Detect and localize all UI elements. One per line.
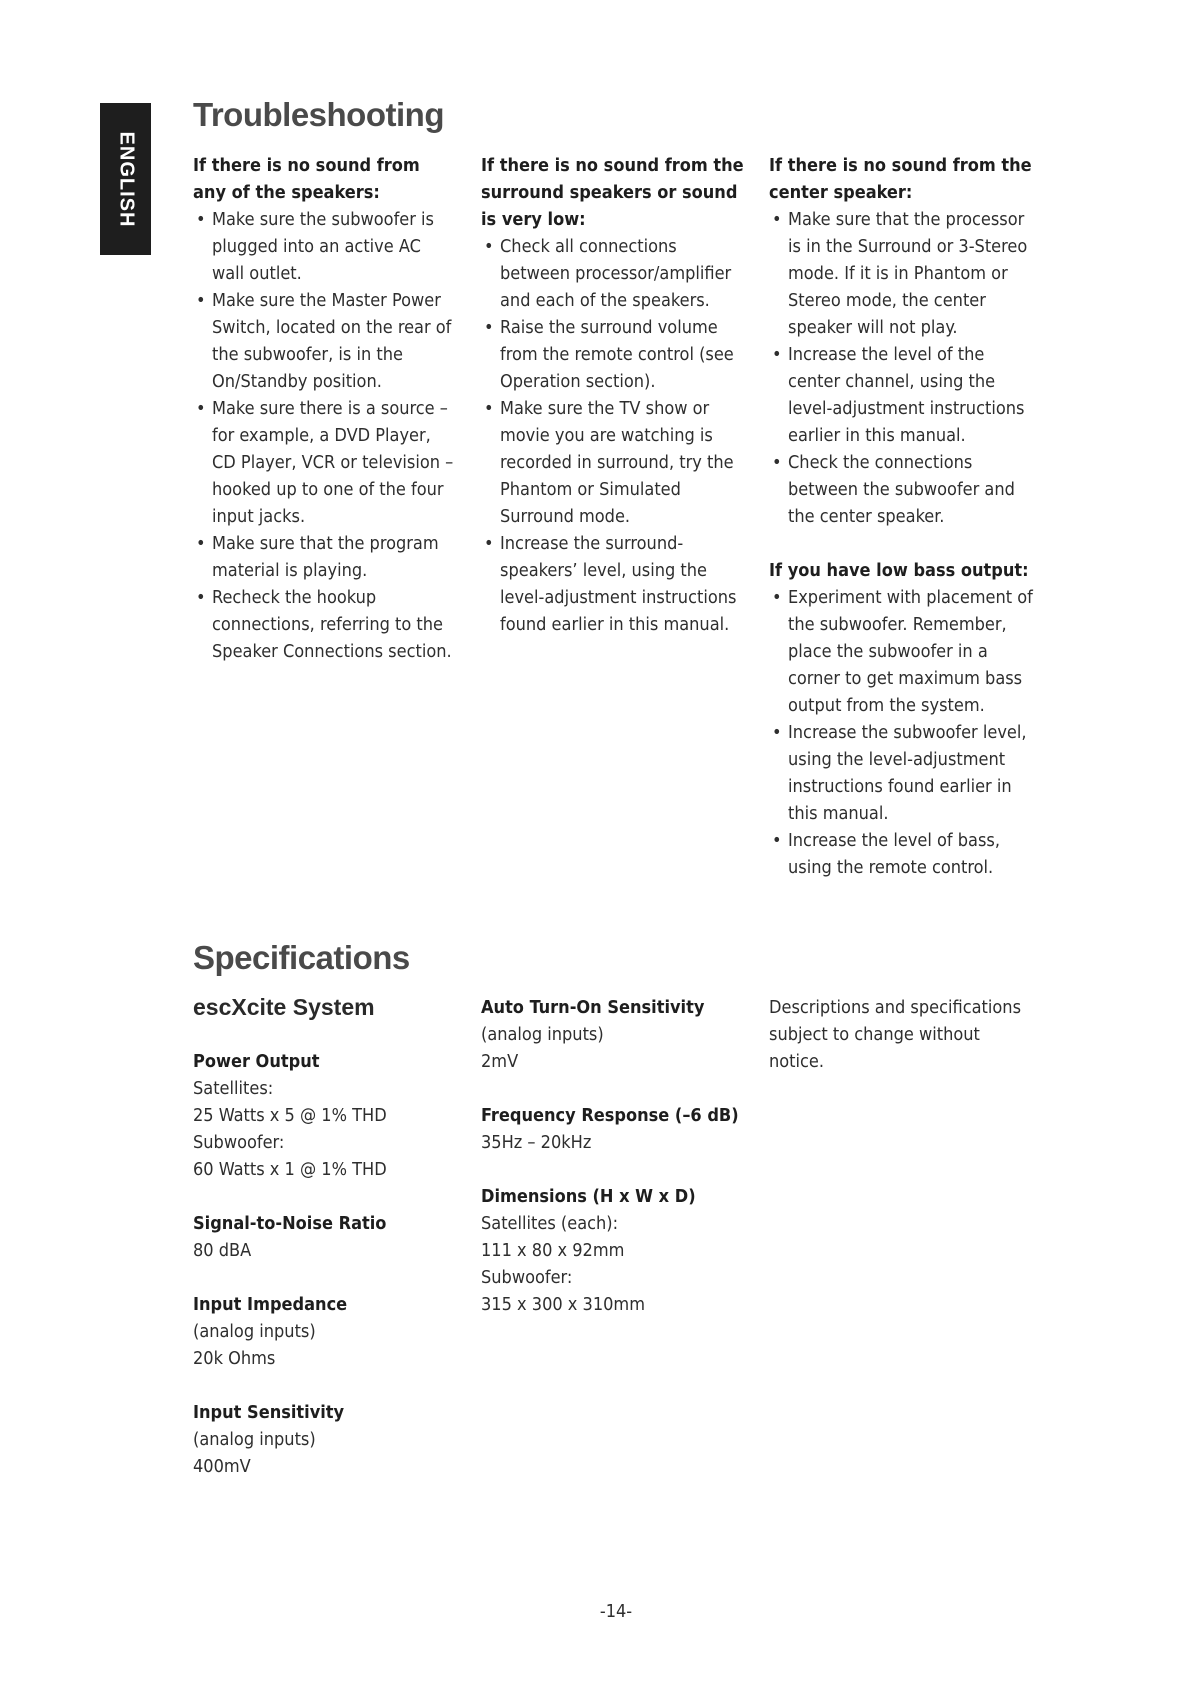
list-item: • Make sure there is a source – for example, a DVD Player, CD Player, VCR or television – hooked up to one of the four input jacks. bbox=[193, 395, 458, 530]
spec-value: 111 x 80 x 92mm bbox=[481, 1240, 625, 1261]
no-sound-surround-heading: If there is no sound from the surround speakers or sound is very low: bbox=[481, 155, 744, 230]
spec-frequency-response bbox=[481, 1102, 746, 1156]
spec-value: (analog inputs) bbox=[481, 1024, 604, 1045]
spec-label: Auto Turn-On Sensitivity bbox=[481, 997, 705, 1018]
spec-value: 80 dBA bbox=[193, 1240, 252, 1261]
low-bass-list bbox=[769, 584, 1034, 881]
list-item: • Check the connections between the subwoofer and the center speaker. bbox=[769, 449, 1034, 530]
no-sound-center-heading: If there is no sound from the center speaker: bbox=[769, 155, 1032, 203]
specifications-title: Specifications bbox=[193, 939, 410, 976]
list-item: • Increase the level of the center channel, using the level-adjustment instructions earlier in this manual. bbox=[769, 341, 1034, 449]
language-tab-label: ENGLISH bbox=[115, 131, 137, 227]
list-item: • Increase the subwoofer level, using the level-adjustment instructions found earlier in this manual. bbox=[769, 719, 1034, 827]
spec-label: Input Impedance bbox=[193, 1294, 348, 1315]
spec-value: 35Hz – 20kHz bbox=[481, 1132, 592, 1153]
spec-value: Subwoofer: bbox=[193, 1132, 285, 1153]
low-bass-heading: If you have low bass output: bbox=[769, 560, 1029, 581]
no-sound-any-heading: If there is no sound from any of the speakers: bbox=[193, 155, 420, 203]
spec-power-output bbox=[193, 1048, 458, 1183]
spec-value: 20k Ohms bbox=[193, 1348, 276, 1369]
spec-value: Subwoofer: bbox=[481, 1267, 573, 1288]
specifications-column-2 bbox=[481, 994, 746, 1345]
spec-value: 25 Watts x 5 @ 1% THD bbox=[193, 1105, 387, 1126]
spec-label: Frequency Response (–6 dB) bbox=[481, 1105, 739, 1126]
no-sound-any-list bbox=[193, 206, 458, 665]
page-number: -14- bbox=[599, 1601, 633, 1622]
spec-value: 400mV bbox=[193, 1456, 251, 1477]
spec-value: Satellites: bbox=[193, 1078, 274, 1099]
list-item: • Make sure the subwoofer is plugged into an active AC wall outlet. bbox=[193, 206, 458, 287]
note-line: Descriptions and specifications bbox=[769, 997, 1021, 1018]
note-line: subject to change without bbox=[769, 1024, 980, 1045]
spec-label: Dimensions (H x W x D) bbox=[481, 1186, 696, 1207]
note-line: notice. bbox=[769, 1051, 825, 1072]
spec-signal-to-noise bbox=[193, 1210, 458, 1264]
list-item: • Increase the surround- speakers’ level, using the level-adjustment instructions found earlier in this manual. bbox=[481, 530, 746, 638]
spec-dimensions bbox=[481, 1183, 746, 1318]
spec-value: 60 Watts x 1 @ 1% THD bbox=[193, 1159, 387, 1180]
list-item: • Make sure that the program material is playing. bbox=[193, 530, 458, 584]
troubleshooting-column-1 bbox=[193, 152, 458, 665]
spec-input-sensitivity bbox=[193, 1399, 458, 1480]
no-sound-surround-list bbox=[481, 233, 746, 638]
list-item: • Check all connections between processor/amplifier and each of the speakers. bbox=[481, 233, 746, 314]
spec-input-impedance bbox=[193, 1291, 458, 1372]
troubleshooting-column-3 bbox=[769, 152, 1034, 881]
troubleshooting-title: Troubleshooting bbox=[193, 96, 444, 133]
list-item: • Recheck the hookup connections, referring to the Speaker Connections section. bbox=[193, 584, 458, 665]
specifications-note bbox=[769, 994, 1034, 1075]
spec-auto-turn-on bbox=[481, 994, 746, 1075]
list-item: • Make sure that the processor is in the Surround or 3-Stereo mode. If it is in Phantom or Stereo mode, the center speaker will not play. bbox=[769, 206, 1034, 341]
spec-value: 315 x 300 x 310mm bbox=[481, 1294, 645, 1315]
list-item: • Experiment with placement of the subwoofer. Remember, place the subwoofer in a corner to get maximum bass output from the system. bbox=[769, 584, 1034, 719]
spec-value: 2mV bbox=[481, 1051, 519, 1072]
list-item: • Increase the level of bass, using the remote control. bbox=[769, 827, 1034, 881]
troubleshooting-column-2 bbox=[481, 152, 746, 638]
spec-label: Power Output bbox=[193, 1051, 320, 1072]
list-item: • Raise the surround volume from the remote control (see Operation section). bbox=[481, 314, 746, 395]
spec-value: Satellites (each): bbox=[481, 1213, 619, 1234]
spec-value: (analog inputs) bbox=[193, 1321, 316, 1342]
specifications-column-1 bbox=[193, 994, 458, 1507]
list-item: • Make sure the Master Power Switch, located on the rear of the subwoofer, is in the On/Standby position. bbox=[193, 287, 458, 395]
spec-label: Input Sensitivity bbox=[193, 1402, 345, 1423]
spec-label: Signal-to-Noise Ratio bbox=[193, 1213, 387, 1234]
language-tab bbox=[100, 103, 151, 255]
list-item: • Make sure the TV show or movie you are watching is recorded in surround, try the Phantom or Simulated Surround mode. bbox=[481, 395, 746, 530]
spec-value: (analog inputs) bbox=[193, 1429, 316, 1450]
no-sound-center-list bbox=[769, 206, 1034, 530]
system-name: escXcite System bbox=[193, 994, 375, 1020]
